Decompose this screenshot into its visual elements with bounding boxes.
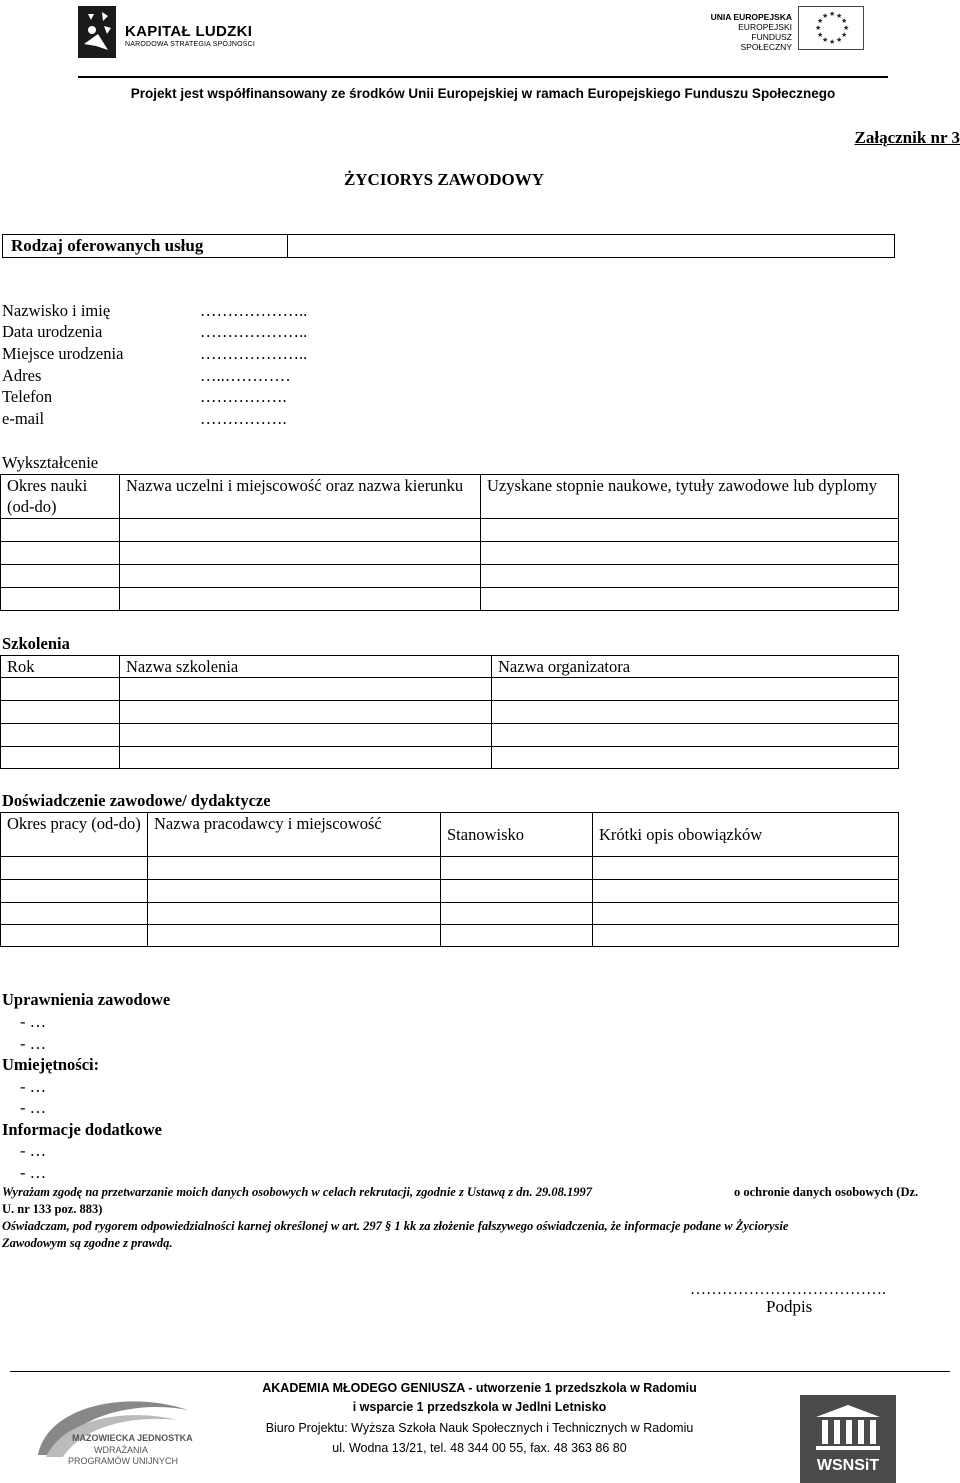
- experience-col-position: Stanowisko: [441, 813, 593, 857]
- table-cell[interactable]: [481, 542, 899, 565]
- table-cell[interactable]: [120, 542, 481, 565]
- declaration-line-1: Oświadczam, pod rygorem odpowiedzialności karnej określonej w art. 297 § 1 kk za złożenie fałszywego oświadczenia, że informacje podane w Życiorysie: [2, 1219, 789, 1233]
- list-item[interactable]: - …: [20, 1141, 47, 1160]
- table-cell[interactable]: [120, 678, 492, 701]
- kapital-ludzki-logo-icon: [78, 6, 116, 58]
- project-cofinancing-line: Projekt jest współfinansowany ze środków Unii Europejskiej w ramach Europejskiego Funduszu Społecznego: [130, 86, 836, 101]
- email-label: e-mail: [2, 409, 45, 428]
- table-cell[interactable]: [148, 903, 441, 925]
- table-cell[interactable]: [593, 857, 899, 880]
- table-cell[interactable]: [120, 701, 492, 724]
- svg-text:★: ★: [836, 36, 843, 44]
- experience-heading: Doświadczenie zawodowe/ dydaktycze: [2, 791, 271, 810]
- svg-text:★: ★: [815, 24, 822, 32]
- table-cell[interactable]: [441, 925, 593, 947]
- document-title: ŻYCIORYS ZAWODOWY: [343, 170, 545, 189]
- svg-text:★: ★: [817, 31, 824, 39]
- table-cell[interactable]: [492, 678, 899, 701]
- table-cell[interactable]: [441, 857, 593, 880]
- eu-logo-text: [710, 12, 792, 52]
- table-cell[interactable]: [1, 519, 120, 542]
- table-cell[interactable]: [120, 588, 481, 611]
- list-item[interactable]: - …: [20, 1098, 47, 1117]
- list-item[interactable]: - …: [20, 1034, 47, 1053]
- table-cell[interactable]: [148, 857, 441, 880]
- table-cell[interactable]: [120, 519, 481, 542]
- additional-info-heading: Informacje dodatkowe: [2, 1120, 162, 1139]
- mj-line-1: MAZOWIECKA JEDNOSTKA: [72, 1433, 193, 1443]
- trainings-table: [0, 655, 899, 769]
- eu-flag-icon: [798, 6, 864, 50]
- table-cell[interactable]: [593, 880, 899, 903]
- table-cell[interactable]: [492, 747, 899, 769]
- education-col-school: Nazwa uczelni i miejscowość oraz nazwa kierunku: [120, 475, 481, 519]
- consent-line-1b: o ochronie danych osobowych (Dz.: [734, 1185, 919, 1199]
- eu-line-3: FUNDUSZ SPOŁECZNY: [740, 32, 792, 52]
- table-cell[interactable]: [481, 565, 899, 588]
- table-cell[interactable]: [441, 903, 593, 925]
- kapital-ludzki-subtitle: NARODOWA STRATEGIA SPÓJNOŚCI: [125, 41, 256, 48]
- table-cell[interactable]: [1, 678, 120, 701]
- education-col-degree: Uzyskane stopnie naukowe, tytuły zawodowe lub dyplomy: [481, 475, 899, 519]
- table-cell[interactable]: [1, 542, 120, 565]
- header-divider: [78, 76, 888, 78]
- svg-text:★: ★: [817, 17, 824, 25]
- birth-date-label: Data urodzenia: [2, 322, 103, 341]
- birth-place-value[interactable]: ………………..: [200, 344, 308, 363]
- trainings-heading: Szkolenia: [2, 634, 70, 653]
- experience-col-period: Okres pracy (od-do): [1, 813, 148, 857]
- footer-address-line: ul. Wodna 13/21, tel. 48 344 00 55, fax. 48 363 86 80: [332, 1441, 627, 1455]
- table-cell[interactable]: [481, 588, 899, 611]
- service-type-table: [2, 234, 895, 258]
- service-type-field[interactable]: [289, 235, 894, 257]
- table-cell[interactable]: [441, 880, 593, 903]
- building-icon: [800, 1399, 896, 1459]
- birth-date-value[interactable]: ………………..: [200, 322, 308, 341]
- table-cell[interactable]: [1, 857, 148, 880]
- phone-value[interactable]: …………….: [200, 387, 287, 406]
- address-label: Adres: [2, 366, 42, 385]
- qualifications-heading: Uprawnienia zawodowe: [2, 990, 171, 1009]
- footer-divider: [10, 1371, 950, 1372]
- svg-text:★: ★: [829, 38, 836, 46]
- svg-text:★: ★: [841, 17, 848, 25]
- table-cell[interactable]: [1, 588, 120, 611]
- mj-line-3: PROGRAMÓW UNIJNYCH: [68, 1456, 178, 1466]
- table-cell[interactable]: [1, 880, 148, 903]
- wsnsit-logo: [800, 1395, 896, 1483]
- table-cell[interactable]: [1, 565, 120, 588]
- table-cell[interactable]: [593, 925, 899, 947]
- table-cell[interactable]: [492, 701, 899, 724]
- table-cell[interactable]: [120, 747, 492, 769]
- footer-office-line: Biuro Projektu: Wyższa Szkoła Nauk Społecznych i Technicznych w Radomiu: [265, 1421, 694, 1435]
- trainings-col-name: Nazwa szkolenia: [120, 656, 492, 678]
- kapital-ludzki-title: KAPITAŁ LUDZKI: [125, 23, 253, 40]
- consent-line-1a: Wyrażam zgodę na przetwarzanie moich danych osobowych w celach rekrutacji, zgodnie z Ustawą z dn. 29.08.1997: [2, 1185, 592, 1199]
- table-cell[interactable]: [593, 903, 899, 925]
- address-value[interactable]: …..…………: [200, 366, 291, 385]
- education-col-period: Okres nauki (od-do): [1, 475, 120, 519]
- svg-text:★: ★: [843, 24, 850, 32]
- table-cell[interactable]: [1, 747, 120, 769]
- table-cell[interactable]: [1, 724, 120, 747]
- signature-label: Podpis: [766, 1297, 813, 1316]
- wsnsit-label: WSNSiT: [816, 1457, 880, 1474]
- experience-col-employer: Nazwa pracodawcy i miejscowość: [148, 813, 441, 857]
- name-label: Nazwisko i imię: [2, 301, 111, 320]
- service-type-label: Rodzaj oferowanych usług: [3, 235, 288, 257]
- phone-label: Telefon: [2, 387, 53, 406]
- trainings-col-organizer: Nazwa organizatora: [492, 656, 899, 678]
- education-table: [0, 474, 899, 611]
- table-cell[interactable]: [1, 925, 148, 947]
- table-cell[interactable]: [1, 903, 148, 925]
- consent-line-2: U. nr 133 poz. 883): [2, 1202, 103, 1216]
- birth-place-label: Miejsce urodzenia: [2, 344, 124, 363]
- declaration-line-2: Zawodowym są zgodne z prawdą.: [2, 1236, 173, 1250]
- mj-line-2: WDRAŻANIA: [94, 1445, 148, 1455]
- table-cell[interactable]: [120, 724, 492, 747]
- list-item[interactable]: - …: [20, 1012, 47, 1031]
- svg-text:★: ★: [829, 10, 836, 18]
- signature-line[interactable]: ……………………………….: [690, 1281, 886, 1298]
- list-item[interactable]: - …: [20, 1163, 47, 1182]
- svg-text:★: ★: [822, 36, 829, 44]
- trainings-col-year: Rok: [1, 656, 120, 678]
- footer-project-line-2: i wsparcie 1 przedszkola w Jedlni Letnisko: [352, 1400, 607, 1414]
- table-cell[interactable]: [120, 565, 481, 588]
- eu-line-2: EUROPEJSKI: [738, 22, 792, 32]
- table-cell[interactable]: [148, 925, 441, 947]
- table-cell[interactable]: [1, 701, 120, 724]
- svg-text:★: ★: [822, 12, 829, 20]
- annex-label: Załącznik nr 3: [854, 128, 960, 147]
- experience-table: [0, 812, 899, 947]
- table-cell[interactable]: [148, 880, 441, 903]
- svg-text:★: ★: [841, 31, 848, 39]
- skills-heading: Umiejętności:: [2, 1055, 100, 1074]
- experience-col-duties: Krótki opis obowiązków: [593, 813, 899, 857]
- mazowiecka-jednostka-logo: [28, 1385, 208, 1475]
- footer-project-line-1: AKADEMIA MŁODEGO GENIUSZA - utworzenie 1 przedszkola w Radomiu: [262, 1381, 697, 1395]
- email-value[interactable]: …………….: [200, 409, 287, 428]
- education-heading: Wykształcenie: [2, 453, 99, 472]
- list-item[interactable]: - …: [20, 1077, 47, 1096]
- name-value[interactable]: ………………..: [200, 301, 308, 320]
- eu-line-1: UNIA EUROPEJSKA: [710, 12, 792, 22]
- table-cell[interactable]: [492, 724, 899, 747]
- table-cell[interactable]: [481, 519, 899, 542]
- svg-text:★: ★: [836, 12, 843, 20]
